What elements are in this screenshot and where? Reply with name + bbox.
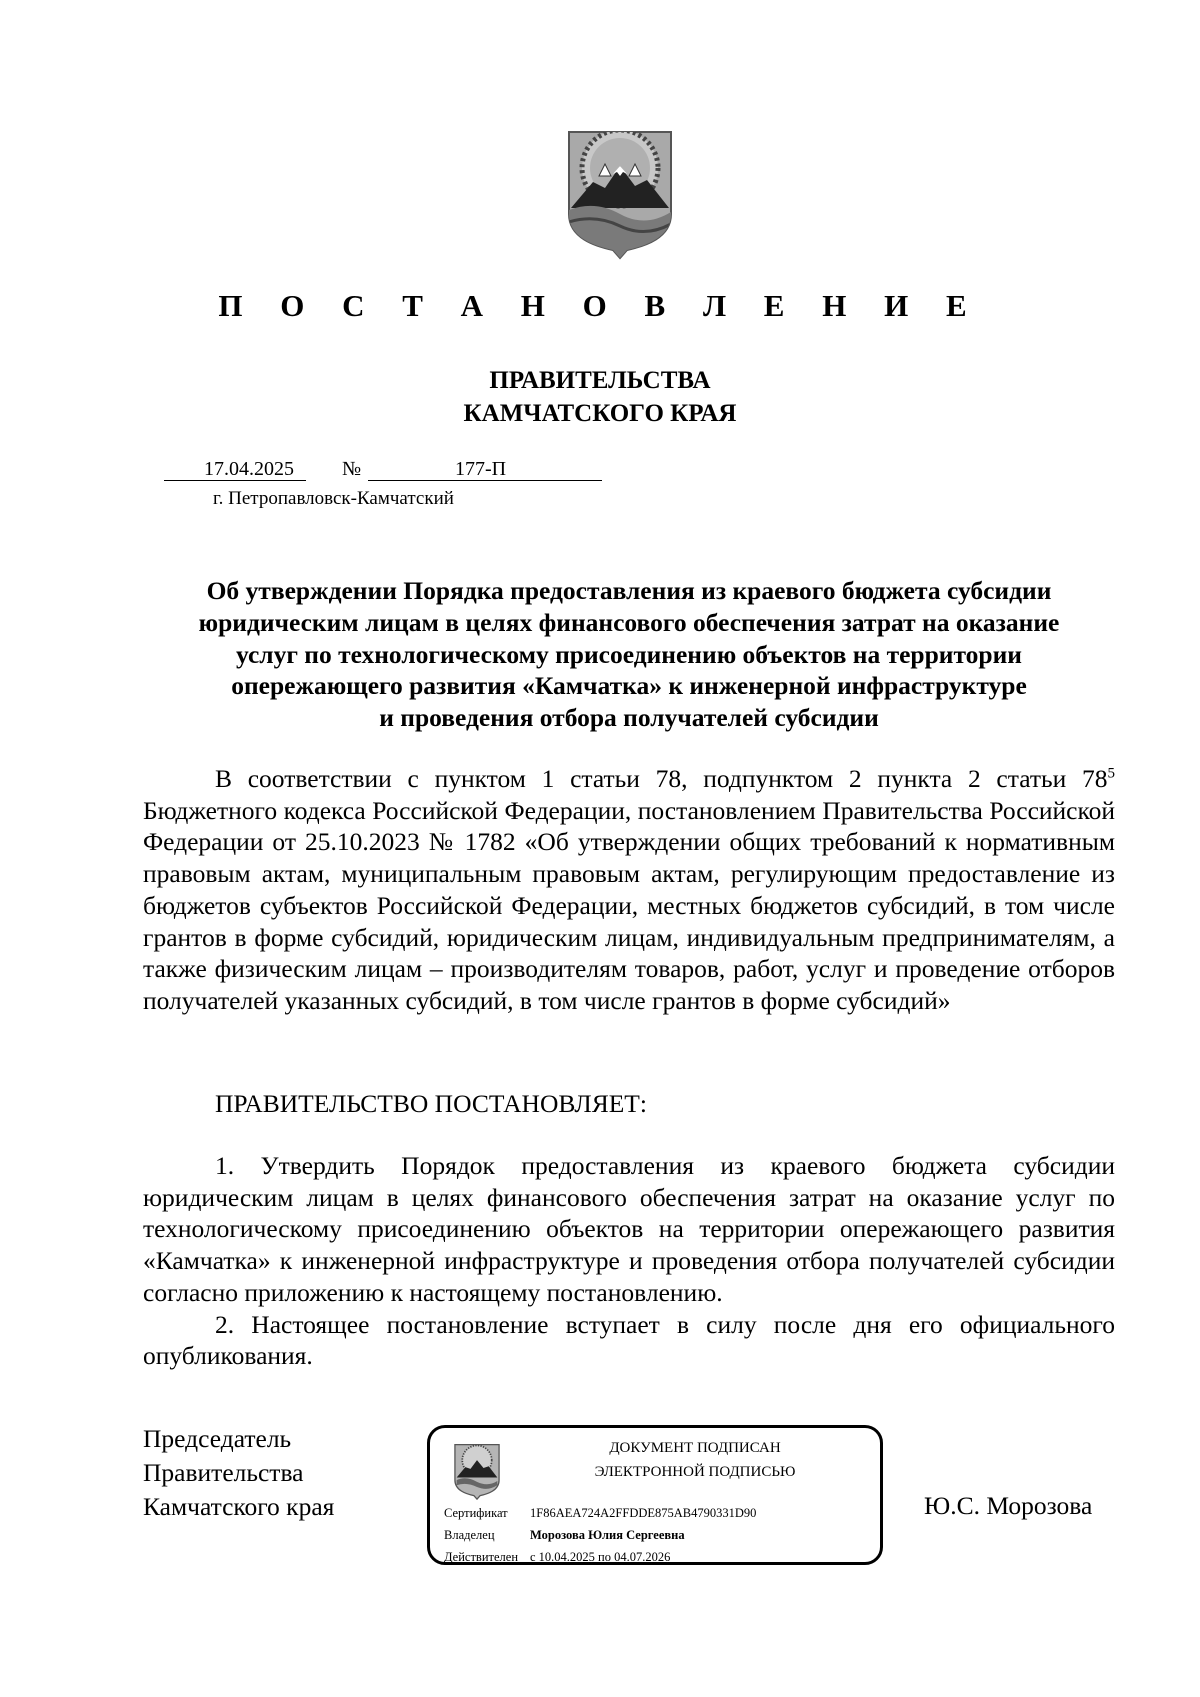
stamp-heading-line: ЭЛЕКТРОННОЙ ПОДПИСЬЮ — [594, 1464, 796, 1480]
title-line: опережающего развития «Камчатка» к инженерной инфраструктуре — [231, 671, 1027, 701]
kamchatka-coat-of-arms-icon — [450, 1442, 504, 1500]
date-underline — [164, 480, 306, 481]
stamp-validity-value: с 10.04.2025 по 04.07.2026 — [530, 1550, 671, 1564]
decree-item: 2. Настоящее постановление вступает в силу после дня его официального опубликования. — [143, 1309, 1115, 1371]
stamp-heading — [520, 1436, 870, 1484]
document-number: 177-П — [455, 458, 507, 480]
date-number-line — [164, 458, 604, 482]
preamble-text-start: В соответствии с пунктом 1 статьи 78, подпунктом 2 пункта 2 статьи 78 — [215, 764, 1108, 793]
decree-item: 1. Утвердить Порядок предоставления из краевого бюджета субсидии юридическим лицам в целях финансового обеспечения затрат на оказание услуг по технологическому присоединению объектов на территории опережающего развития «Камчатка» к инженерной инфраструктуре и проведения отбора получателей субсидии согласно приложению к настоящему постановлению. — [143, 1151, 1115, 1307]
title-line: и проведения отбора получателей субсидии — [379, 703, 879, 733]
stamp-owner-value: Морозова Юлия Сергеевна — [530, 1528, 685, 1542]
number-underline — [368, 480, 602, 481]
document-city: г. Петропавловск-Камчатский — [213, 488, 454, 509]
issuer-heading — [0, 364, 1200, 430]
kamchatka-coat-of-arms-icon — [565, 126, 675, 260]
title-line: Об утверждении Порядка предоставления из краевого бюджета субсидии — [206, 576, 1052, 605]
preamble-text-end: Бюджетного кодекса Российской Федерации, постановлением Правительства Российской Федерации от 25.10.2023 № 1782 «Об утверждении общих требований к нормативным правовым актам, муниципальным правовым актам, регулирующим предоставление из бюджетов субъектов Российской Федерации, местных бюджетов субсидий, в том числе грантов в форме субсидий, юридическим лицам, индивидуальным предпринимателям, а также физическим лицам – производителям товаров, работ, услуг и проведение отборов получателей указанных субсидий, в том числе грантов в форме субсидий» — [143, 795, 1115, 1015]
stamp-owner-row — [444, 1528, 685, 1543]
document-date: 17.04.2025 — [204, 458, 294, 480]
stamp-heading-line: ДОКУМЕНТ ПОДПИСАН — [609, 1440, 781, 1456]
number-sign: № — [342, 458, 362, 480]
title-line: услуг по технологическому присоединению объектов на территории — [236, 639, 1022, 669]
stamp-certificate-row — [444, 1506, 756, 1521]
title-line: юридическим лицам в целях финансового обеспечения затрат на оказание — [198, 607, 1060, 637]
preamble-superscript: 5 — [1107, 765, 1115, 782]
issuer-line: КАМЧАТСКОГО КРАЯ — [463, 400, 737, 427]
issuer-line: ПРАВИТЕЛЬСТВА — [489, 367, 711, 394]
decree-items — [143, 1150, 1115, 1372]
document-title — [143, 575, 1115, 734]
stamp-validity-label: Действителен — [444, 1550, 519, 1564]
document-type-heading: П О С Т А Н О В Л Е Н И Е — [218, 288, 982, 323]
decree-heading: ПРАВИТЕЛЬСТВО ПОСТАНОВЛЯЕТ: — [215, 1089, 647, 1118]
preamble-paragraph — [143, 763, 1115, 1017]
signer-position — [143, 1422, 334, 1524]
stamp-certificate-value: 1F86AEA724A2FFDDE875AB4790331D90 — [530, 1506, 757, 1520]
stamp-certificate-label: Сертификат — [444, 1506, 508, 1520]
signer-position-line: Камчатского края — [143, 1492, 335, 1521]
stamp-validity-row — [444, 1550, 670, 1565]
signer-position-line: Председатель — [143, 1424, 292, 1453]
electronic-signature-stamp — [427, 1425, 883, 1565]
signer-name: Ю.С. Морозова — [924, 1491, 1093, 1520]
signer-position-line: Правительства — [143, 1458, 304, 1487]
stamp-owner-label: Владелец — [444, 1528, 495, 1542]
